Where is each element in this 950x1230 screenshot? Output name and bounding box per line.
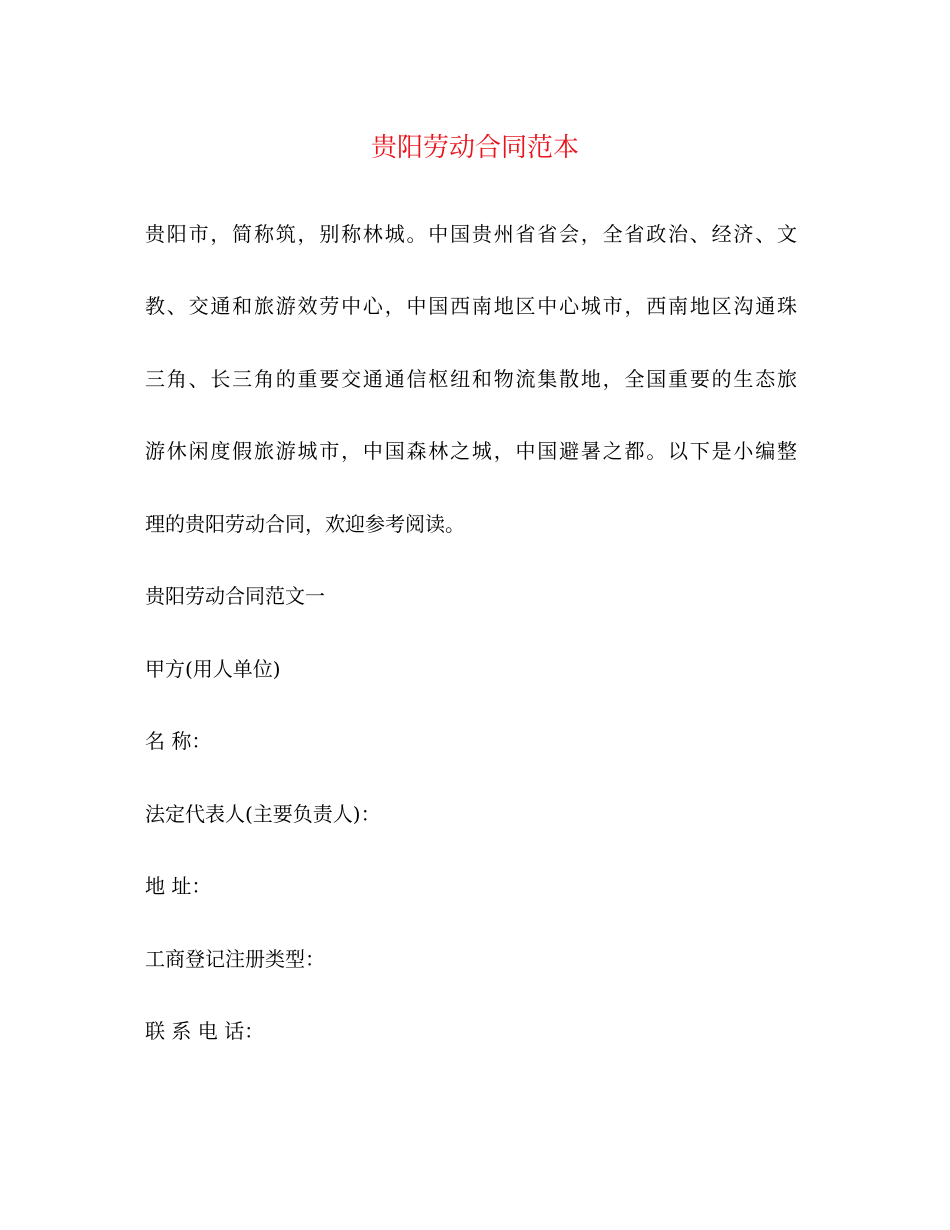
document-title: 贵阳劳动合同范本 [370, 133, 579, 163]
field-name: 名 称： [145, 729, 212, 753]
field-legal-rep: 法定代表人(主要负责人)： [145, 802, 381, 826]
field-phone: 联 系 电 话： [145, 1019, 265, 1043]
section-heading: 贵阳劳动合同范文一 [145, 584, 325, 608]
field-registration-type: 工商登记注册类型： [145, 947, 325, 971]
intro-line-4: 游休闲度假旅游城市，中国森林之城，中国避暑之都。以下是小编整 [145, 439, 797, 463]
intro-line-1: 贵阳市，简称筑，别称林城。中国贵州省省会，全省政治、经济、文 [145, 222, 797, 246]
intro-line-5: 理的贵阳劳动合同，欢迎参考阅读。 [145, 512, 465, 536]
field-address: 地 址： [145, 874, 212, 898]
intro-line-2: 教、交通和旅游效劳中心，中国西南地区中心城市，西南地区沟通珠 [145, 294, 797, 318]
party-a-label: 甲方(用人单位) [145, 657, 281, 681]
intro-line-3: 三角、长三角的重要交通通信枢纽和物流集散地，全国重要的生态旅 [145, 367, 797, 391]
